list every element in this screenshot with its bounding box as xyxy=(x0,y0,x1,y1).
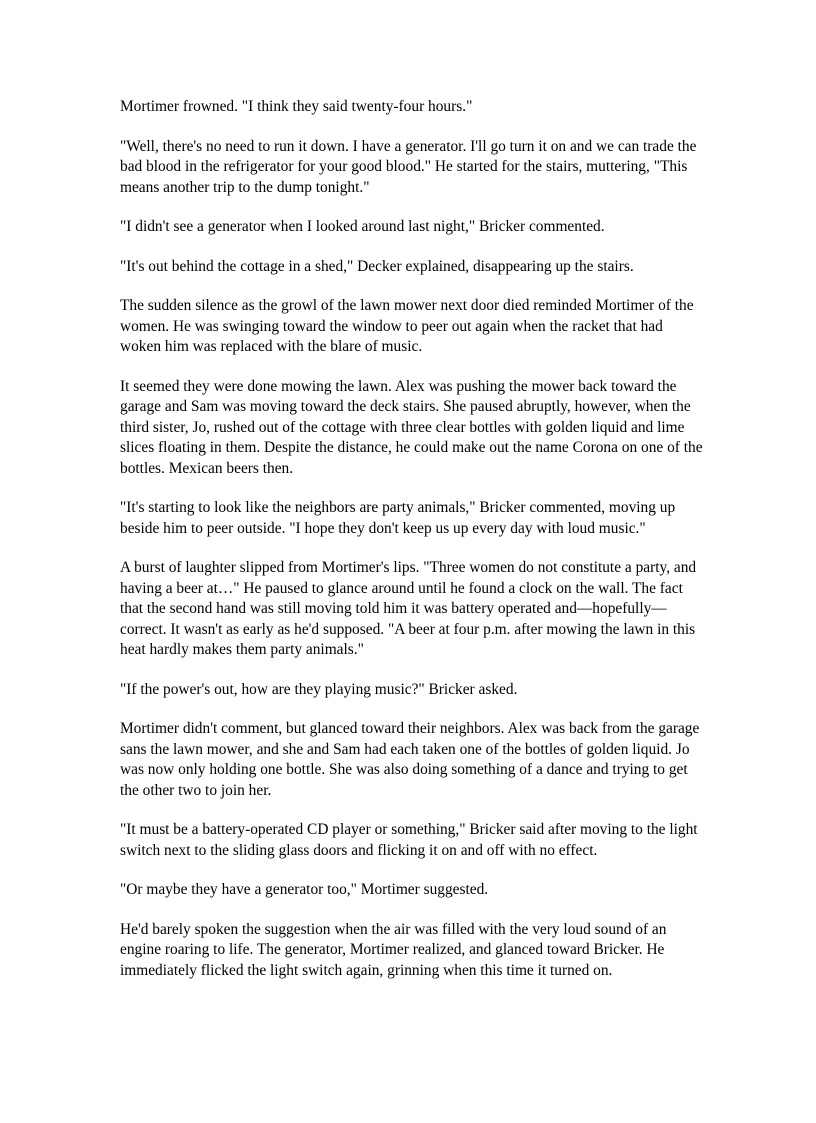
paragraph: "If the power's out, how are they playing music?" Bricker asked. xyxy=(120,680,518,698)
document-page xyxy=(120,97,706,1000)
paragraph: "It must be a battery-operated CD player or something," Bricker said after moving to the light switch next to the sliding glass doors and flicking it on and off with no effect. xyxy=(120,821,698,859)
paragraph: The sudden silence as the growl of the lawn mower next door died reminded Mortimer of the women. He was swinging toward the window to peer out again when the racket that had woken him was replaced with the blare of music. xyxy=(120,297,694,355)
paragraph: "I didn't see a generator when I looked around last night," Bricker commented. xyxy=(120,218,605,235)
paragraph: "It's out behind the cottage in a shed," Decker explained, disappearing up the stairs. xyxy=(120,257,634,275)
paragraph: It seemed they were done mowing the lawn. Alex was pushing the mower back toward the garage and Sam was moving toward the deck stairs. She paused abruptly, however, when the third sister, Jo, rushed out of the cottage with three clear bottles with golden liquid and lime slices floating in them. Despite the distance, he could make out the name Corona on one of the bottles. Mexican beers then. xyxy=(120,377,703,477)
paragraph: "Or maybe they have a generator too," Mortimer suggested. xyxy=(120,881,489,898)
paragraph: "It's starting to look like the neighbors are party animals," Bricker commented, moving up beside him to peer outside. "I hope they don't keep us up every day with loud music." xyxy=(120,499,676,537)
paragraph: Mortimer didn't comment, but glanced toward their neighbors. Alex was back from the garage sans the lawn mower, and she and Sam had each taken one of the bottles of golden liquid. Jo was now only holding one bottle. She was also doing something of a dance and trying to get the other two to join her. xyxy=(120,720,700,799)
paragraph: He'd barely spoken the suggestion when the air was filled with the very loud sound of an engine roaring to life. The generator, Mortimer realized, and glanced toward Bricker. He immediately flicked the light switch again, grinning when this time it turned on. xyxy=(120,920,667,979)
paragraph: A burst of laughter slipped from Mortimer's lips. "Three women do not constitute a party, and having a beer at…" He paused to glance around until he found a clock on the wall. The fact that the second hand was still moving told him it was battery operated and—hopefully—correct. It wasn't as early as he'd supposed. "A beer at four p.m. after mowing the lawn in this heat hardly makes them party animals." xyxy=(120,559,697,658)
paragraph: Mortimer frowned. "I think they said twenty-four hours." xyxy=(120,98,473,115)
paragraph: "Well, there's no need to run it down. I have a generator. I'll go turn it on and we can trade the bad blood in the refrigerator for your good blood." He started for the stairs, muttering, "This means another trip to the dump tonight." xyxy=(120,137,697,196)
